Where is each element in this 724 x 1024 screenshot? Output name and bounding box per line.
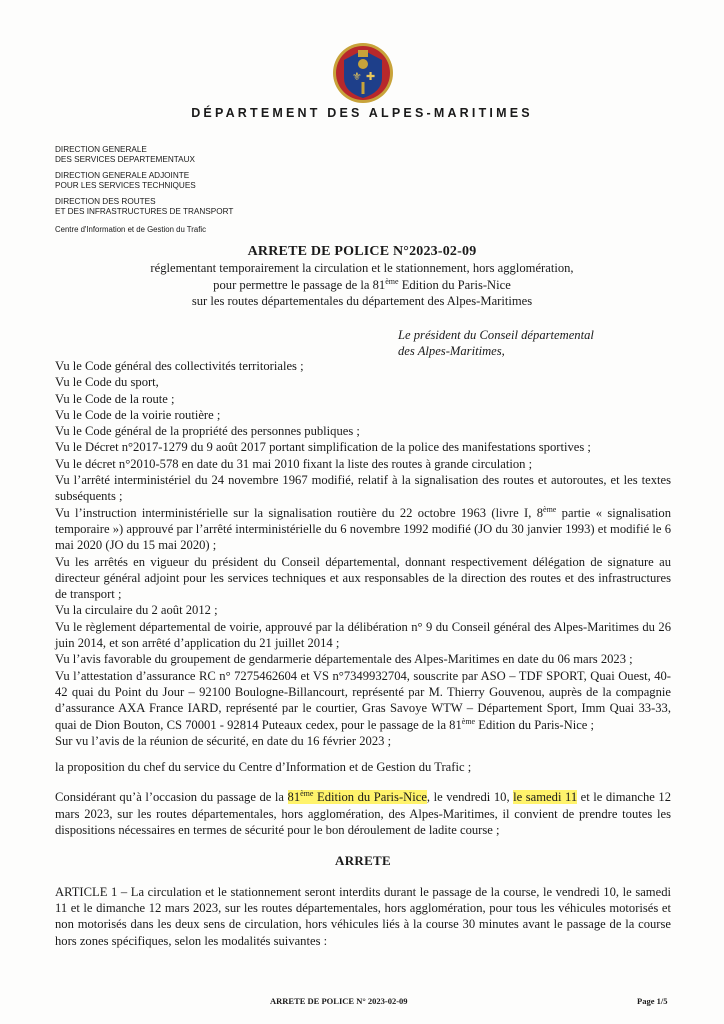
alpes-maritimes-coat-of-arms-icon: [332, 42, 394, 104]
arrete-heading: ARRETE: [335, 853, 391, 869]
title-line-3: sur les routes départementales du département des Alpes-Maritimes: [191, 294, 533, 308]
title-line-1: réglementant temporairement la circulation et le stationnement, hors agglomération,: [150, 261, 574, 275]
service-dgast: [55, 171, 233, 191]
vu-item: Vu l’attestation d’assurance RC n° 7275462604 et VS n°7349932704, souscrite par ASO – TDF SPORT, Quai Ouest, 40-42 quai du Point du Jour – 92100 Boulogne-Billancourt, représenté par M. Thierry Gouvenou, auprès de la compagnie d’assurance AXA France IARD, représenté par le courtier, Gras Savoye WTW – Département Sport, Imm Quai 33-33, quai de Dion Bouton, CS 70001 - 92814 Puteaux cedex, pour le passage de la 81ème Edition du Paris-Nice ;: [55, 668, 671, 732]
page-number: Page 1/5: [637, 996, 668, 1006]
vu-item: Vu le Code de la route ;: [55, 391, 175, 406]
service-dgs: [55, 145, 233, 165]
page-title: ARRETE DE POLICE N°2023-02-09: [247, 244, 477, 259]
service-line: POUR LES SERVICES TECHNIQUES: [55, 181, 196, 190]
president-line: des Alpes-Maritimes,: [398, 344, 505, 358]
service-line: DIRECTION GENERALE ADJOINTE: [55, 171, 190, 180]
considerant-paragraph: Considérant qu’à l’occasion du passage de la 81ème Edition du Paris-Nice, le vendredi 10, le samedi 11 et le dimanche 12 mars 2023, sur les routes départementales, hors agglomération, des Alpes-Maritimes, il convient de prendre toutes les dispositions nécessaires en termes de sécurité pour le bon déroulement de ladite course ;: [55, 789, 672, 838]
service-line: DIRECTION GENERALE: [55, 145, 147, 154]
vu-item: Vu le règlement départemental de voirie, approuvé par la délibération n° 9 du Conseil général des Alpes-Maritimes du 26 juin 2014, et son arrêté d’application du 21 juillet 2014 ;: [55, 619, 671, 651]
proposition-line: la proposition du chef du service du Centre d’Information et de Gestion du Trafic ;: [55, 760, 472, 775]
footer-reference: ARRETE DE POLICE N° 2023-02-09: [270, 996, 408, 1006]
president-signatory: [398, 327, 594, 359]
vu-item: Vu l’instruction interministérielle sur la signalisation routière du 22 octobre 1963 (livre I, 8ème partie « signalisation temporaire ») approuvé par l’arrêté interministérielle du 6 novembre 1992 modifié (JO du 30 janvier 1993) et modifié le 6 mai 2020 (JO du 15 mai 2020) ;: [55, 504, 671, 553]
vu-item: Vu le Code de la voirie routière ;: [55, 407, 221, 422]
service-drit: [55, 197, 233, 217]
vu-item: Vu l’arrêté interministériel du 24 novembre 1967 modifié, relatif à la signalisation des routes et autoroutes, et les textes subséquents ;: [55, 473, 671, 504]
document-body: [55, 358, 671, 949]
vu-item: Vu le Code général des collectivités territoriales ;: [55, 359, 304, 373]
svg-text:⚜: ⚜: [352, 70, 362, 83]
vu-item: Vu le décret n°2010-578 en date du 31 mai 2010 fixant la liste des routes à grande circulation ;: [55, 456, 533, 471]
department-name: DÉPARTEMENT DES ALPES-MARITIMES: [191, 106, 533, 120]
service-line: DIRECTION DES ROUTES: [55, 197, 156, 206]
service-line: ET DES INFRASTRUCTURES DE TRANSPORT: [55, 207, 234, 216]
president-line: Le président du Conseil départemental: [398, 328, 594, 342]
title-line-2: pour permettre le passage de la 81ème Edition du Paris-Nice: [213, 276, 511, 292]
service-centre: Centre d'Information et de Gestion du Trafic: [55, 225, 207, 234]
article-1: ARTICLE 1 – La circulation et le stationnement seront interdits durant le passage de la course, le vendredi 10, le samedi 11 et le dimanche 12 mars 2023, sur les routes départementales, hors agglomération, pour tous les véhicules motorisés et non motorisés dans les deux sens de circulation, hors véhicules liés à la course 30 minutes avant le passage de la course hors zones spécifiques, selon les modalités suivantes :: [55, 884, 671, 948]
highlight-saturday: le samedi 11: [513, 790, 578, 805]
svg-text:✚: ✚: [366, 70, 376, 83]
vu-item: Vu le Décret n°2017-1279 du 9 août 2017 portant simplification de la police des manifestations sportives ;: [55, 440, 591, 455]
vu-item: Vu les arrêtés en vigueur du président du Conseil départemental, donnant respectivement délégation de signature au directeur général adjoint pour les services techniques et aux responsables de la direction des routes et des infrastructures de transport ;: [55, 554, 671, 602]
title-block: [0, 244, 724, 310]
vu-item: Vu la circulaire du 2 août 2012 ;: [55, 603, 218, 618]
vu-item: Sur vu l’avis de la réunion de sécurité, en date du 16 février 2023 ;: [55, 733, 392, 748]
highlight-edition: 81ème Edition du Paris-Nice: [287, 789, 427, 805]
vu-item: Vu l’avis favorable du groupement de gendarmerie départementale des Alpes-Maritimes en date du 06 mars 2023 ;: [55, 652, 633, 667]
vu-item: Vu le Code général de la propriété des personnes publiques ;: [55, 424, 360, 439]
service-line: DES SERVICES DEPARTEMENTAUX: [55, 155, 195, 164]
services-block: [55, 145, 233, 235]
vu-item: Vu le Code du sport,: [55, 375, 159, 390]
